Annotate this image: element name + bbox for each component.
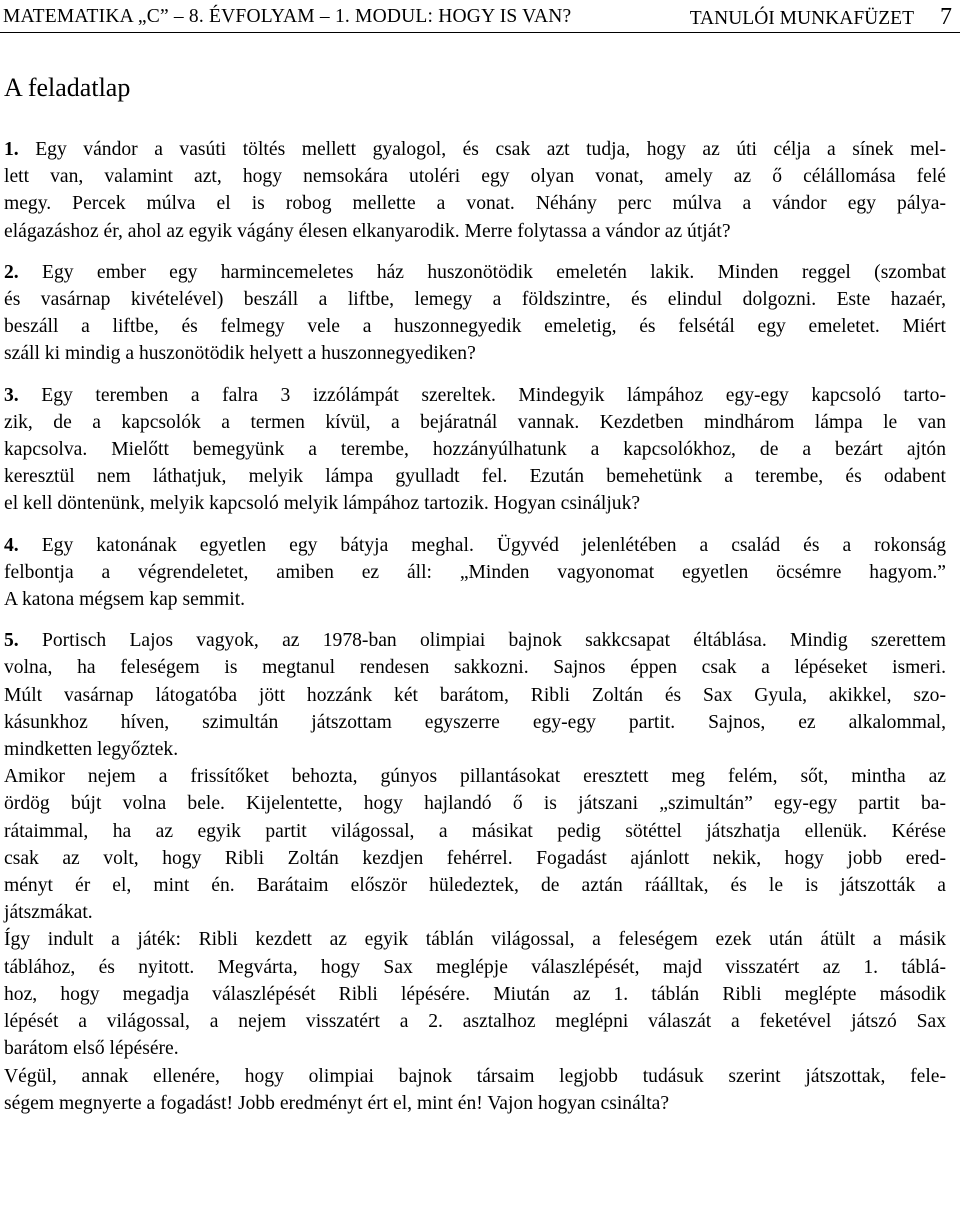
task-2-number: 2. xyxy=(4,261,19,283)
task-4-number: 4. xyxy=(4,534,19,556)
task-1-line-1-text: Egy vándor a vasúti töltés mellett gyalogol, és csak azt tudja, hogy az úti célja a sínek mel- xyxy=(18,139,946,160)
task-5-line-4: kásunkhoz híven, szimultán játszottam egyszerre egy-egy partit. Sajnos, ez alkalommal, xyxy=(4,711,946,733)
task-5-part-2-line-4: csak az volt, hogy Ribli Zoltán kezdjen fehérrel. Fogadást ajánlott nekik, hogy jobb ered- xyxy=(4,847,946,869)
task-3-line-5: el kell döntenünk, melyik kapcsoló melyik lámpához tartozik. Hogyan csináljuk? xyxy=(4,493,641,515)
task-5-line-2: volna, ha feleségem is megtanul rendesen sakkozni. Sajnos éppen csak a lépéseket ismeri. xyxy=(4,657,946,679)
header-workbook-text: TANULÓI MUNKAFÜZET xyxy=(689,8,914,29)
page-header xyxy=(0,2,960,33)
task-3-line-2: zik, de a kapcsolók a termen kívül, a bejáratnál vannak. Kezdetben mindhárom lámpa le van xyxy=(4,411,946,433)
task-5-part-3-line-4: lépését a világossal, a nejem visszatért a 2. asztalhoz meglépni válaszát a feketével játszó Sax xyxy=(4,1011,946,1033)
task-3-line-4: keresztül nem láthatjuk, melyik lámpa gyulladt fel. Ezután bemehetünk a terembe, és odabent xyxy=(4,466,946,488)
task-5-line-1-text: Portisch Lajos vagyok, az 1978-ban olimpiai bajnok sakkcsapat éltáblása. Mindig szerettem xyxy=(18,630,946,652)
task-5-part-3 xyxy=(4,926,946,1062)
task-5-part-2-line-3: rátaimmal, ha az egyik partit világossal, a másikat pedig sötéttel játszhatja ellenük. Kérése xyxy=(4,820,946,842)
task-4 xyxy=(4,532,946,614)
task-5-number: 5. xyxy=(4,630,19,652)
task-2-line-2: és vasárnap kivételével) beszáll a liftbe, lemegy a földszintre, és elindul dolgozni. Este hazaér, xyxy=(4,289,946,311)
header-course-title: MATEMATIKA „C” – 8. ÉVFOLYAM – 1. MODUL: HOGY IS VAN? xyxy=(3,6,572,27)
task-5-line-5: mindketten legyőztek. xyxy=(4,739,179,761)
task-3-number: 3. xyxy=(4,384,19,406)
task-3-line-3: kapcsolva. Mielőtt bemegyünk a terembe, hozzányúlhatunk a kapcsolókhoz, de a bezárt ajtón xyxy=(4,439,946,461)
task-2-line-4: száll ki mindig a huszonötödik helyett a huszonnegyediken? xyxy=(4,343,476,365)
task-1 xyxy=(4,136,946,245)
task-5-part-4-line-2: ségem megnyerte a fogadást! Jobb eredményt ért el, mint én! Vajon hogyan csinálta? xyxy=(4,1092,670,1114)
task-5-part-3-line-1: Így indult a játék: Ribli kezdett az egyik táblán világossal, a feleségem ezek után átült a másik xyxy=(4,929,946,951)
task-5-part-2 xyxy=(4,763,946,926)
task-2-line-3: beszáll a liftbe, és felmegy vele a huszonnegyedik emeletig, és felsétál egy emeletet. Miért xyxy=(4,316,946,338)
task-2 xyxy=(4,259,946,368)
page-number: 7 xyxy=(940,4,952,30)
task-5-part-4 xyxy=(4,1063,946,1117)
task-5-part-4-line-1: Végül, annak ellenére, hogy olimpiai bajnok társaim legjobb tudásuk szerint játszottak, fele- xyxy=(4,1065,946,1087)
task-4-line-3: A katona mégsem kap semmit. xyxy=(4,589,246,611)
page-title: A feladatlap xyxy=(4,73,131,102)
task-list xyxy=(4,136,946,1117)
task-1-line-3: megy. Percek múlva el is robog mellette a vonat. Néhány perc múlva a vándor egy pálya- xyxy=(4,193,946,215)
task-4-line-2: felbontja a végrendeletet, amiben ez áll: „Minden vagyonomat egyetlen öcsémre hagyom.” xyxy=(4,561,946,583)
task-5 xyxy=(4,627,946,763)
task-5-part-3-line-5: barátom első lépésére. xyxy=(4,1038,179,1060)
task-5-part-3-line-3: hoz, hogy megadja válaszlépését Ribli lépésére. Miután az 1. táblán Ribli meglépte második xyxy=(4,983,946,1005)
task-1-line-1 xyxy=(4,136,946,163)
task-5-part-2-line-2: ördög bújt volna bele. Kijelentette, hogy hajlandó ő is játszani „szimultán” egy-egy partit ba- xyxy=(4,793,946,815)
task-5-line-1 xyxy=(4,627,946,654)
task-3-line-1-text: Egy teremben a falra 3 izzólámpát szereltek. Mindegyik lámpához egy-egy kapcsoló tarto- xyxy=(18,384,946,406)
header-workbook-label xyxy=(690,4,952,32)
task-2-line-1-text: Egy ember egy harmincemeletes ház huszonötödik emeletén lakik. Minden reggel (szombat xyxy=(18,261,946,283)
task-5-part-2-line-1: Amikor nejem a frissítőket behozta, gúnyos pillantásokat eresztett meg felém, sőt, mintha az xyxy=(4,766,946,788)
task-5-part-2-line-5: ményt ér el, mint én. Barátaim először hüledeztek, de aztán ráálltak, és le is játszották a xyxy=(4,875,946,897)
task-5-part-2-line-6: játszmákat. xyxy=(4,902,93,924)
task-4-line-1 xyxy=(4,532,946,559)
task-1-line-2: lett van, valamint azt, hogy nemsokára utoléri egy olyan vonat, amely az ő célállomása felé xyxy=(4,166,946,188)
task-3 xyxy=(4,382,946,518)
task-4-line-1-text: Egy katonának egyetlen egy bátyja meghal. Ügyvéd jelenlétében a család és a rokonság xyxy=(18,534,946,556)
task-3-line-1 xyxy=(4,382,946,409)
task-1-number: 1. xyxy=(4,139,19,160)
task-2-line-1 xyxy=(4,259,946,286)
task-1-line-4: elágazáshoz ér, ahol az egyik vágány élesen elkanyarodik. Merre folytassa a vándor az útját? xyxy=(4,220,731,242)
task-5-part-3-line-2: táblához, és nyitott. Megvárta, hogy Sax meglépje válaszlépését, majd visszatért az 1. táblá- xyxy=(4,956,946,978)
task-5-line-3: Múlt vasárnap látogatóba jött hozzánk két barátom, Ribli Zoltán és Sax Gyula, akikkel, szo- xyxy=(4,684,946,706)
